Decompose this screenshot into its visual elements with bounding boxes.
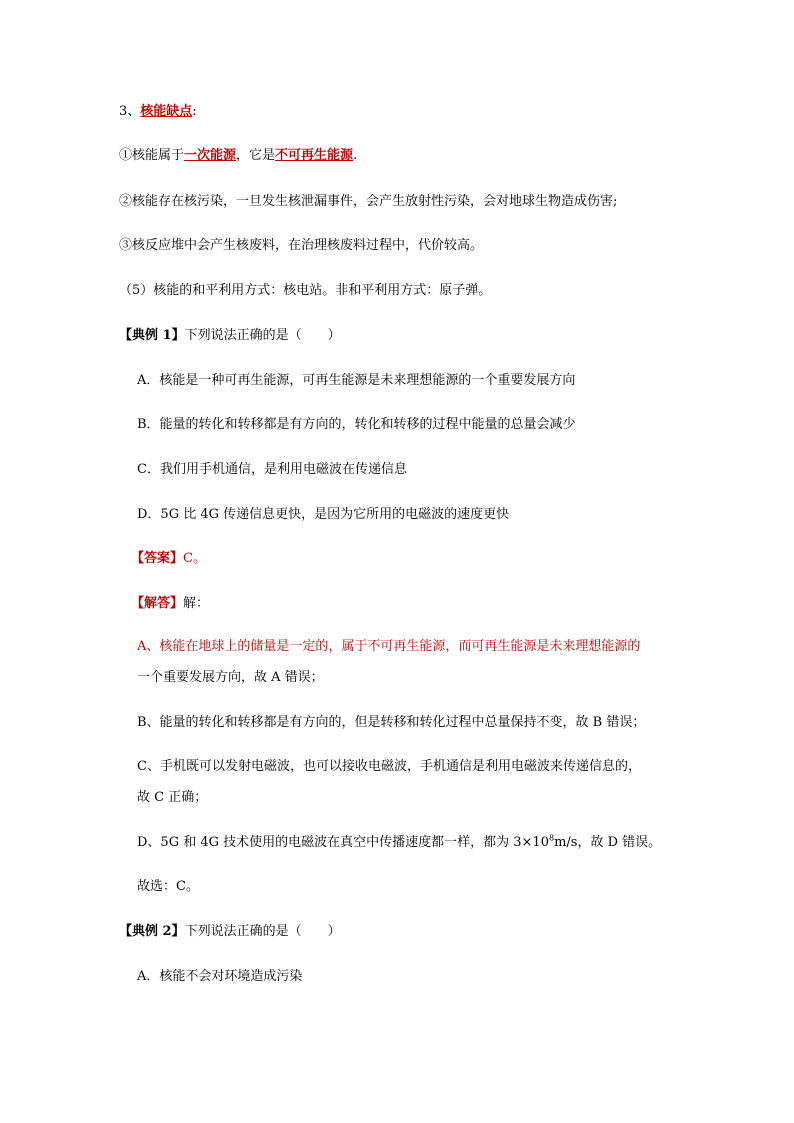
option-c: C．我们用手机通信，是利用电磁波在传递信息 xyxy=(137,462,407,477)
analysis-b: B、能量的转化和转移都是有方向的，但是转移和转化过程中总量保持不变，故 B 错误； xyxy=(137,715,646,730)
example-tag: 【典例 1】 xyxy=(119,328,185,343)
point-3: ③核反应堆中会产生核废料，在治理核废料过程中，代价较高。 xyxy=(119,238,484,253)
analysis-c-line1: C、手机既可以发射电磁波，也可以接收电磁波，手机通信是利用电磁波来传递信息的， xyxy=(137,759,641,774)
option-d: D．5G 比 4G 传递信息更快，是因为它所用的电磁波的速度更快 xyxy=(137,507,510,522)
term-nonrenewable: 不可再生能源 xyxy=(275,148,354,163)
analysis-c-line2: 故 C 正确； xyxy=(137,790,208,805)
exponent: 8 xyxy=(548,833,555,843)
section-title: 核能缺点 xyxy=(140,104,193,119)
section-3-heading: 3、核能缺点: xyxy=(119,104,197,119)
point-2: ②核能存在核污染，一旦发生核泄漏事件，会产生放射性污染，会对地球生物造成伤害; xyxy=(119,194,618,209)
answer-value: C。 xyxy=(183,551,206,566)
option-a: A．核能是一种可再生能源，可再生能源是未来理想能源的一个重要发展方向 xyxy=(137,373,576,388)
example-2-question: 【典例 2】下列说法正确的是（ ） xyxy=(119,924,341,939)
answer-line xyxy=(131,550,206,568)
section-number: 3、 xyxy=(119,104,141,119)
example-1-question: 【典例 1】下列说法正确的是（ ） xyxy=(119,328,341,343)
option-b: B．能量的转化和转移都是有方向的，转化和转移的过程中能量的总量会减少 xyxy=(137,417,576,432)
analysis-a-line1: A、核能在地球上的储量是一定的，属于不可再生能源，而可再生能源是未来理想能源的 xyxy=(137,639,641,654)
answer-tag: 【答案】 xyxy=(131,551,184,566)
point-4: （5）核能的和平利用方式：核电站。非和平利用方式：原子弹。 xyxy=(119,283,492,298)
choose-line: 故选：C。 xyxy=(137,879,199,894)
analysis-tag: 【解答】 xyxy=(131,596,184,611)
analysis-heading: 【解答】解： xyxy=(131,596,210,611)
analysis-a-line2: 一个重要发展方向，故 A 错误； xyxy=(137,670,324,685)
example-2-option-a: A．核能不会对环境造成污染 xyxy=(137,969,303,984)
point-1: ①核能属于一次能源，它是不可再生能源. xyxy=(119,148,358,163)
example-tag: 【典例 2】 xyxy=(119,924,185,939)
analysis-d: D、5G 和 4G 技术使用的电磁波在真空中传播速度都一样，都为 $3\times 10^8m/s$，故 D 错误。 xyxy=(137,833,662,850)
term-primary-energy: 一次能源 xyxy=(184,148,237,163)
